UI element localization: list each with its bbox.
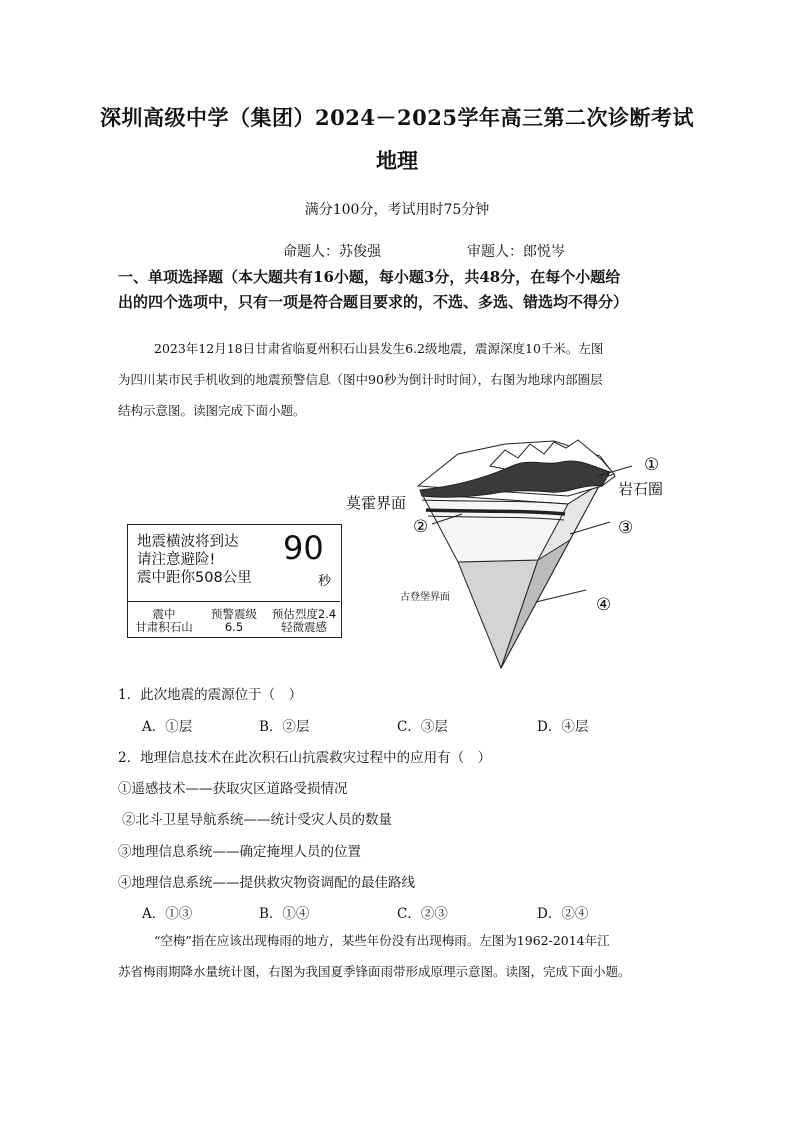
material-2 [118,925,688,987]
alert-line-3: 震中距你508公里 [137,570,252,586]
material-2-line-1: “空梅”指在应该出现梅雨的地方，某些年份没有出现梅雨。左图为1962-2014年江 [154,933,610,948]
q2-statement-3: ③地理信息系统——确定掩埋人员的位置 [118,844,361,860]
earthquake-alert-box [127,524,342,638]
q2-option-a: A．①③ [142,906,193,922]
section-heading [118,265,688,315]
alert-line-2: 请注意避险! [137,552,216,568]
alert-divider [128,601,340,602]
q2-statement-1: ①遥感技术——获取灾区道路受损情况 [118,781,348,797]
material-1-line-3: 结构示意图。读图完成下面小题。 [118,403,306,418]
material-2-line-2: 苏省梅雨期降水量统计图，右图为我国夏季锋面雨带形成原理示意图。读图，完成下面小题。 [118,964,631,979]
question-1-stem: 1．此次地震的震源位于（ ） [118,687,303,703]
magnitude-value: 6.5 [224,620,244,634]
q2-option-b: B．①④ [259,906,310,922]
layer-label-1: ① [644,455,660,475]
q1-option-a: A．①层 [142,719,193,735]
material-1-line-2: 为四川某市民手机收到的地震预警信息（图中90秒为倒计时时间），右图为地球内部圈层 [118,372,603,387]
q2-option-c: C．②③ [397,906,448,922]
intensity-label: 预估烈度2.4 [271,607,337,621]
gutenberg-label: 古登堡界面 [400,592,450,603]
moho-label: 莫霍界面 [346,494,407,512]
material-1-line-1: 2023年12月18日甘肃省临夏州积石山县发生6.2级地震，震源深度10千米。左图 [154,341,604,356]
layer-label-3: ③ [618,518,634,538]
score-line: 满分100分，考试用时75分钟 [304,202,490,218]
q2-statement-2: ②北斗卫星导航系统——统计受灾人员的数量 [122,812,392,828]
countdown-number: 90 [283,529,324,567]
intensity-value: 轻微震感 [281,620,327,634]
magnitude-label: 预警震级 [211,607,257,621]
material-1 [118,333,683,426]
exam-title: 深圳高级中学（集团）2024－2025学年高三第二次诊断考试 [100,105,694,130]
q1-option-b: B．②层 [259,719,310,735]
lithosphere-label: 岩石圈 [618,480,664,498]
layer-label-2: ② [413,517,429,537]
q2-option-d: D．②④ [537,906,589,922]
section-line-1: 一、单项选择题（本大题共有16小题，每小题3分，共48分，在每个小题给 [118,268,621,286]
q2-statement-4: ④地理信息系统——提供救灾物资调配的最佳路线 [118,875,415,891]
magnitude-cell [201,608,267,634]
question-2-stem: 2．地理信息技术在此次积石山抗震救灾过程中的应用有（ ） [118,750,492,766]
epicenter-label: 震中 [152,607,176,621]
layer-label-4: ④ [596,595,612,615]
countdown-unit: 秒 [318,574,332,589]
pointer-4 [536,590,586,602]
q1-option-d: D．④层 [537,719,589,735]
alert-line-1: 地震横波将到达 [137,534,239,550]
exam-subject: 地理 [376,148,418,173]
alert-message [137,533,252,587]
intensity-cell [267,608,341,634]
section-line-2: 出的四个选项中，只有一项是符合题目要求的，不选、多选、错选均不得分） [118,293,629,311]
epicenter-cell [131,608,197,634]
earth-interior-diagram [340,436,700,676]
reviewer: 审题人：郎悦岑 [467,244,565,260]
setter: 命题人：苏俊强 [283,244,381,260]
epicenter-value: 甘肃积石山 [135,620,193,634]
q1-option-c: C．③层 [397,719,448,735]
